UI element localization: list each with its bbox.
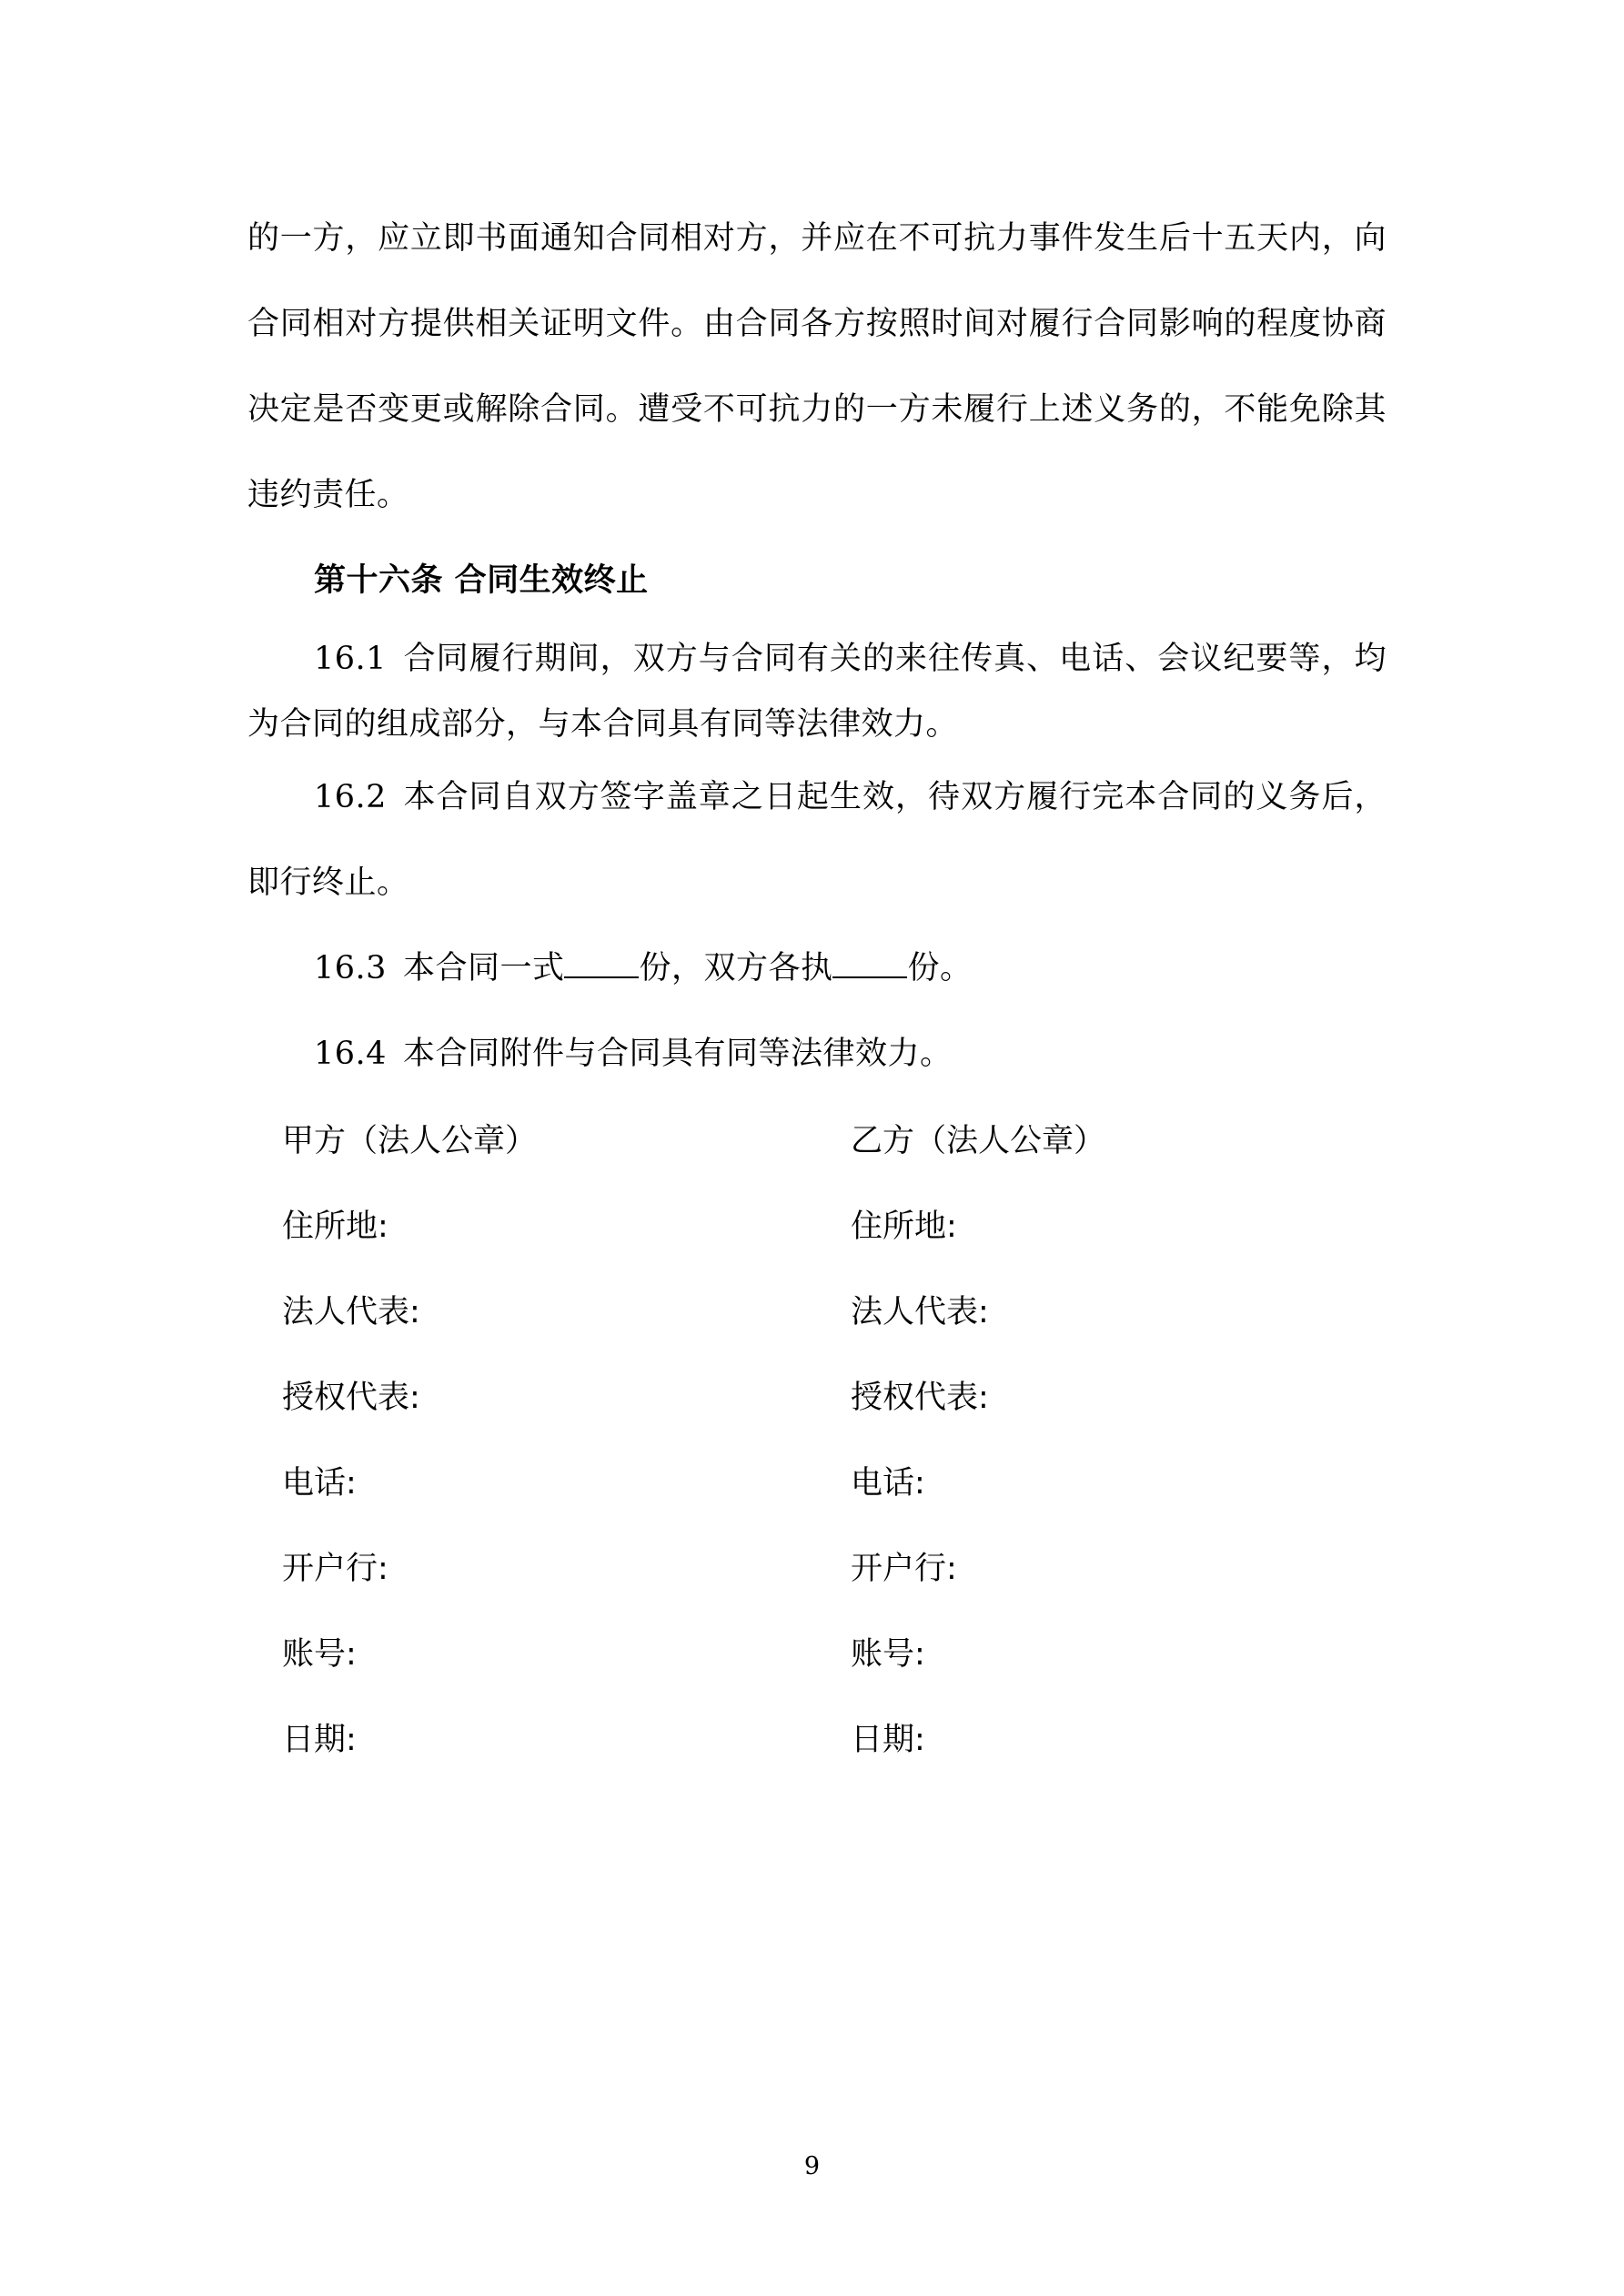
clause-text: 份，双方各执 — [639, 950, 833, 986]
copies-each-blank — [832, 949, 907, 978]
clause-16-1-line: 为合同的组成部分，与本合同具有同等法律效力。 — [247, 706, 959, 743]
clause-text: 本合同一式 — [402, 950, 565, 986]
clause-text: 份。 — [907, 950, 973, 986]
clause-text: 合同履行期间，双方与合同有关的来往传真、电话、会议纪要等，均 — [402, 641, 1387, 677]
article-heading: 第十六条 合同生效终止 — [314, 562, 649, 599]
clause-number: 16.1 — [314, 641, 387, 677]
copies-total-blank — [564, 949, 639, 978]
clause-16-2-line — [314, 775, 1387, 819]
party-b-legal-rep-label: 法人代表: — [851, 1294, 989, 1330]
party-b-date-label: 日期: — [851, 1722, 925, 1758]
paragraph-line: 违约责任。 — [247, 477, 409, 513]
party-b-title: 乙方（法人公章） — [851, 1123, 1106, 1159]
party-b-address-label: 住所地: — [851, 1209, 957, 1245]
clause-text: 本合同附件与合同具有同等法律效力。 — [402, 1036, 953, 1072]
party-a-bank-label: 开户行: — [282, 1551, 388, 1587]
clause-number: 16.3 — [314, 950, 387, 986]
party-b-authorized-rep-label: 授权代表: — [851, 1380, 989, 1416]
party-b-phone-label: 电话: — [851, 1465, 925, 1502]
party-a-authorized-rep-label: 授权代表: — [282, 1380, 420, 1416]
party-b-account-label: 账号: — [851, 1636, 925, 1673]
party-a-date-label: 日期: — [282, 1722, 357, 1758]
clause-16-2-line: 即行终止。 — [247, 865, 409, 901]
clause-16-1-line — [314, 637, 1387, 681]
paragraph-line: 决定是否变更或解除合同。遭受不可抗力的一方未履行上述义务的，不能免除其 — [247, 391, 1387, 428]
page-number: 9 — [803, 2152, 821, 2180]
clause-number: 16.2 — [314, 779, 387, 815]
paragraph-line: 的一方，应立即书面通知合同相对方，并应在不可抗力事件发生后十五天内，向 — [247, 220, 1387, 257]
party-a-title: 甲方（法人公章） — [282, 1123, 538, 1159]
clause-16-4-line — [314, 1032, 952, 1076]
party-a-account-label: 账号: — [282, 1636, 357, 1673]
clause-16-3-line — [314, 946, 972, 990]
paragraph-line: 合同相对方提供相关证明文件。由合同各方按照时间对履行合同影响的程度协商 — [247, 306, 1387, 342]
party-b-bank-label: 开户行: — [851, 1551, 957, 1587]
party-a-legal-rep-label: 法人代表: — [282, 1294, 420, 1330]
clause-number: 16.4 — [314, 1036, 387, 1072]
party-a-phone-label: 电话: — [282, 1465, 357, 1502]
party-a-address-label: 住所地: — [282, 1209, 388, 1245]
clause-text: 本合同自双方签字盖章之日起生效，待双方履行完本合同的义务后， — [402, 779, 1387, 815]
